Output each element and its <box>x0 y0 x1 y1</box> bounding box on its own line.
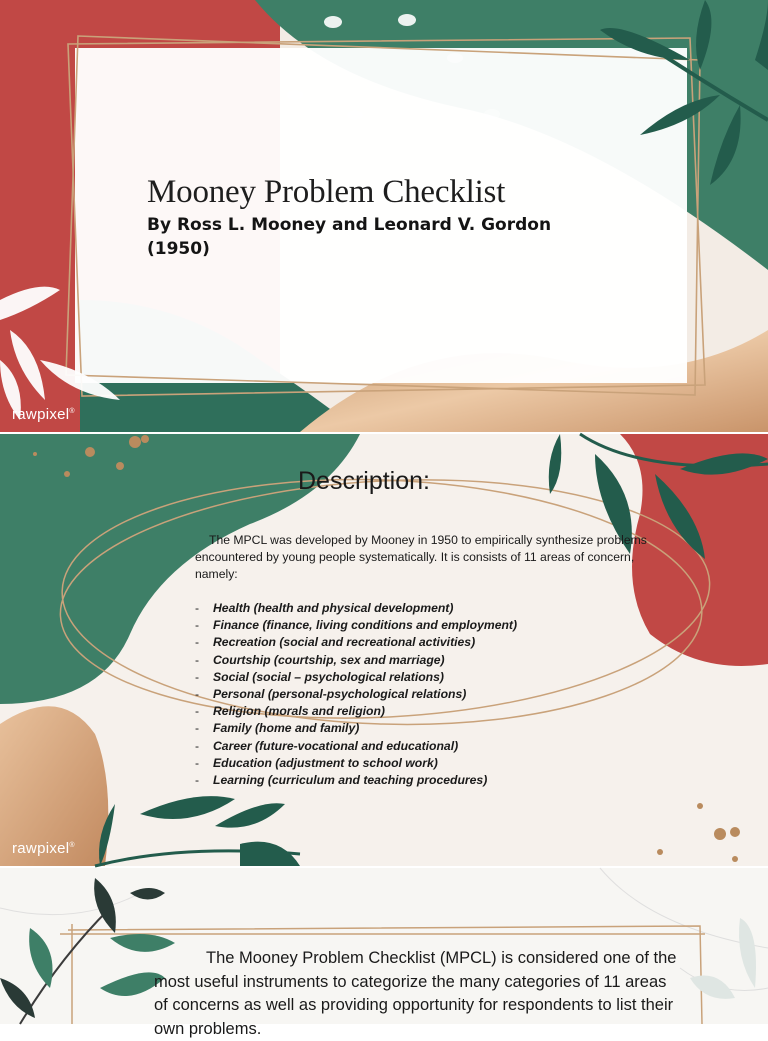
watermark-text: rawpixel <box>12 406 70 423</box>
watermark-mark: ® <box>69 408 75 415</box>
areas-list <box>195 600 517 789</box>
list-bullet: - <box>195 773 200 788</box>
slide-title: Mooney Problem Checklist <box>147 174 506 210</box>
list-bullet: - <box>195 721 200 736</box>
third-slide <box>0 868 768 1038</box>
list-bullet: - <box>195 704 200 719</box>
list-item <box>195 720 517 737</box>
description-slide <box>0 434 768 866</box>
list-item <box>195 772 517 789</box>
area-text: Learning (curriculum and teaching procedures) <box>213 773 488 788</box>
list-item <box>195 617 517 634</box>
list-item <box>195 600 517 617</box>
area-text: Recreation (social and recreational activities) <box>213 635 476 650</box>
area-text: Health (health and physical development) <box>213 601 454 615</box>
intro-paragraph: The MPCL was developed by Mooney in 1950 to empirically synthesize problems encountered by young people systematically. It is consists of 11 areas of concern, namely: <box>195 533 647 582</box>
list-item <box>195 652 517 669</box>
list-item <box>195 669 517 686</box>
area-text: Family (home and family) <box>213 721 360 736</box>
list-bullet: - <box>195 687 200 702</box>
area-text: Social (social – psychological relations) <box>213 669 444 684</box>
area-text: Religion (morals and religion) <box>213 704 385 719</box>
list-item <box>195 634 517 651</box>
list-bullet: - <box>195 738 200 753</box>
area-text: Finance (finance, living conditions and employment) <box>213 618 518 633</box>
watermark-text: rawpixel <box>12 840 70 857</box>
area-text: Courtship (courtship, sex and marriage) <box>213 652 445 667</box>
area-text: Career (future-vocational and educational) <box>213 738 459 753</box>
list-item <box>195 755 517 772</box>
list-bullet: - <box>195 635 200 650</box>
list-item <box>195 738 517 755</box>
watermark <box>12 406 75 423</box>
area-text: Personal (personal-psychological relations) <box>213 687 467 702</box>
body-paragraph: The Mooney Problem Checklist (MPCL) is considered one of the most useful instruments to categorize the many categories of 11 areas of concerns as well as providing opportunity for respondents to list their own problems. <box>154 949 677 1038</box>
list-item <box>195 703 517 720</box>
list-bullet: - <box>195 618 200 633</box>
list-bullet: - <box>195 652 200 667</box>
list-bullet: - <box>195 669 200 684</box>
list-bullet: - <box>195 601 200 615</box>
slide-heading: Description: <box>298 467 430 495</box>
watermark <box>12 840 75 857</box>
leaf-branch-left <box>0 878 175 1024</box>
list-bullet: - <box>195 755 200 770</box>
slide-subtitle: By Ross L. Mooney and Leonard V. Gordon (1950) <box>147 215 552 259</box>
watermark-mark: ® <box>69 842 75 849</box>
list-item <box>195 686 517 703</box>
area-text: Education (adjustment to school work) <box>213 755 438 770</box>
leaf-branch-bottom <box>95 796 300 866</box>
title-slide <box>0 0 768 432</box>
